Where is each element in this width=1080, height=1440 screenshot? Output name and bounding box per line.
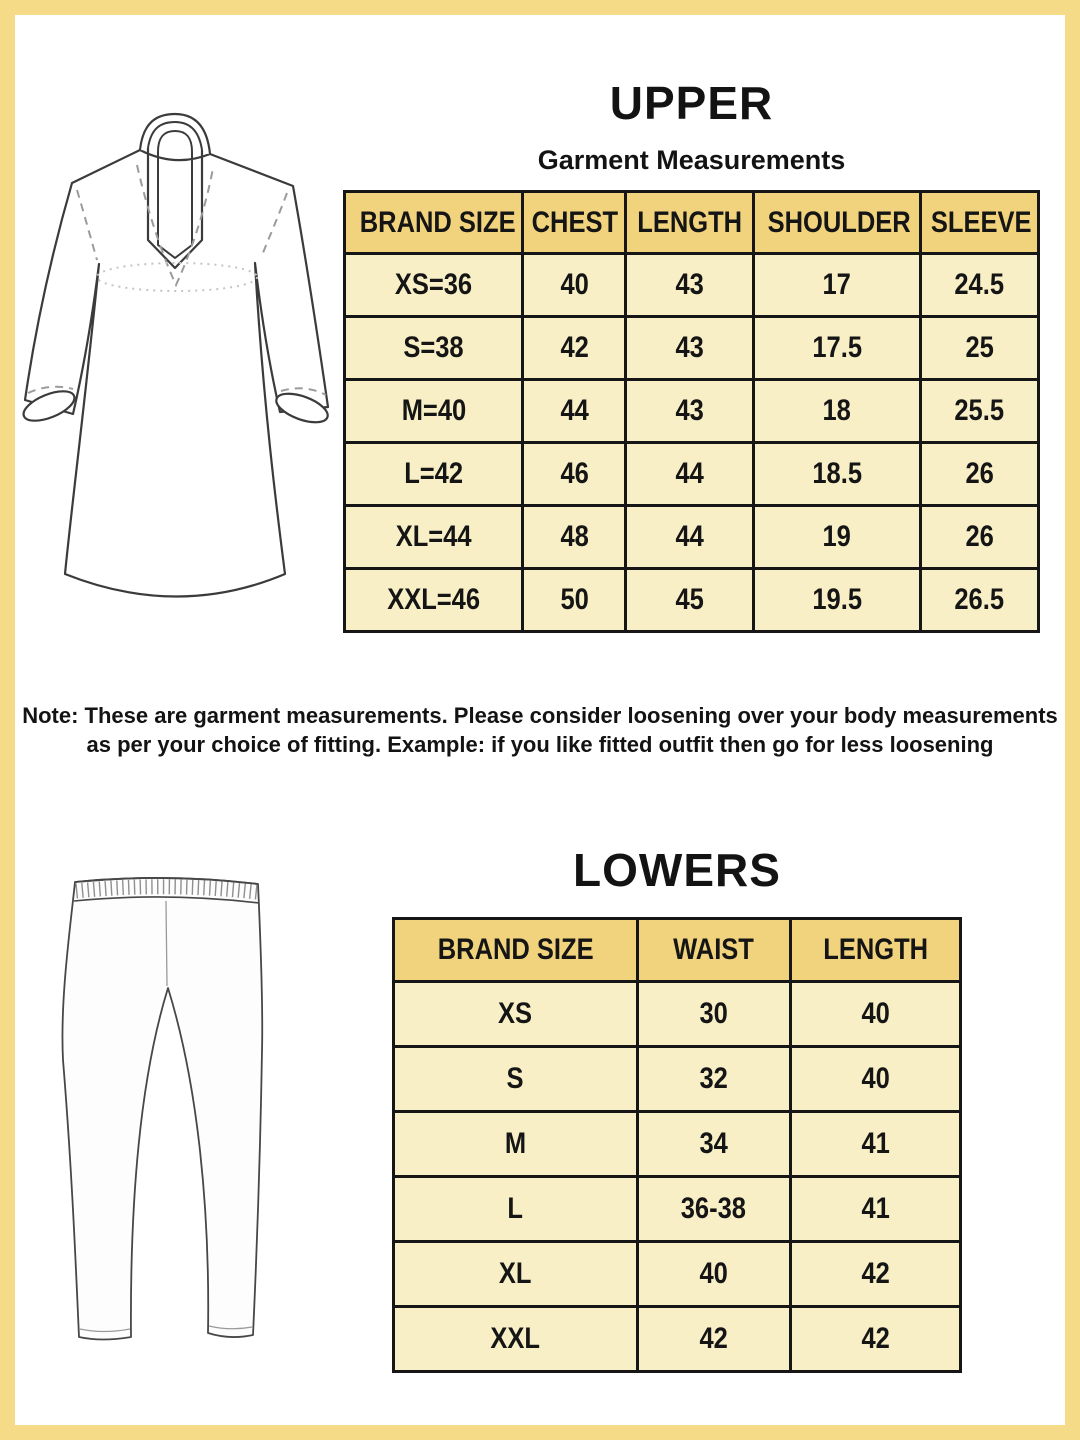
length-cell: 44 bbox=[626, 506, 754, 569]
waist-cell: 32 bbox=[637, 1047, 790, 1112]
sleeve-cell: 25 bbox=[920, 317, 1038, 380]
lowers-table-header-row bbox=[394, 919, 961, 982]
size-cell: M bbox=[394, 1112, 638, 1177]
shoulder-cell: 17 bbox=[753, 254, 920, 317]
upper-col-chest: CHEST bbox=[523, 192, 626, 254]
kurta-body-outline bbox=[25, 150, 328, 597]
length-cell: 43 bbox=[626, 380, 754, 443]
upper-row-l bbox=[345, 443, 1039, 506]
lowers-row-s bbox=[394, 1047, 961, 1112]
waist-cell: 42 bbox=[637, 1307, 790, 1372]
lowers-row-xxl bbox=[394, 1307, 961, 1372]
upper-section-subtitle: Garment Measurements bbox=[537, 145, 846, 175]
upper-row-xxl bbox=[345, 569, 1039, 632]
length-cell: 43 bbox=[626, 317, 754, 380]
upper-col-shoulder: SHOULDER bbox=[753, 192, 920, 254]
length-cell: 42 bbox=[790, 1242, 960, 1307]
length-cell: 43 bbox=[626, 254, 754, 317]
lowers-row-m bbox=[394, 1112, 961, 1177]
chest-cell: 40 bbox=[523, 254, 626, 317]
note-line-1: Note: These are garment measurements. Please consider loosening over your body measurements bbox=[22, 703, 1058, 728]
upper-row-m bbox=[345, 380, 1039, 443]
size-cell: XL bbox=[394, 1242, 638, 1307]
shoulder-cell: 17.5 bbox=[753, 317, 920, 380]
upper-row-xs bbox=[345, 254, 1039, 317]
lowers-col-waist: WAIST bbox=[637, 919, 790, 982]
lowers-measurements-table bbox=[392, 917, 962, 1373]
size-chart-canvas bbox=[15, 15, 1065, 1425]
chest-cell: 48 bbox=[523, 506, 626, 569]
size-cell: L bbox=[394, 1177, 638, 1242]
sleeve-cell: 24.5 bbox=[920, 254, 1038, 317]
lowers-col-brand-size: BRAND SIZE bbox=[394, 919, 638, 982]
kurta-collar-outer bbox=[140, 114, 210, 154]
chest-cell: 42 bbox=[523, 317, 626, 380]
note-line-2: as per your choice of fitting. Example: if you like fitted outfit then go for less loosening bbox=[86, 732, 994, 757]
chest-cell: 46 bbox=[523, 443, 626, 506]
waist-cell: 40 bbox=[637, 1242, 790, 1307]
waist-cell: 36-38 bbox=[637, 1177, 790, 1242]
upper-col-sleeve: SLEEVE bbox=[920, 192, 1038, 254]
upper-row-s bbox=[345, 317, 1039, 380]
length-cell: 44 bbox=[626, 443, 754, 506]
size-cell: S=38 bbox=[345, 317, 523, 380]
upper-row-xl bbox=[345, 506, 1039, 569]
sleeve-cell: 26.5 bbox=[920, 569, 1038, 632]
sleeve-cell: 26 bbox=[920, 443, 1038, 506]
chest-cell: 50 bbox=[523, 569, 626, 632]
upper-table-header-row bbox=[345, 192, 1039, 254]
leggings-illustration bbox=[50, 870, 275, 1350]
shoulder-cell: 18 bbox=[753, 380, 920, 443]
length-cell: 40 bbox=[790, 982, 960, 1047]
size-cell: L=42 bbox=[345, 443, 523, 506]
measurement-note bbox=[15, 701, 1065, 759]
size-cell: XXL bbox=[394, 1307, 638, 1372]
length-cell: 42 bbox=[790, 1307, 960, 1372]
shoulder-cell: 19 bbox=[753, 506, 920, 569]
leggings-outline bbox=[62, 878, 262, 1340]
lowers-col-length: LENGTH bbox=[790, 919, 960, 982]
sleeve-cell: 26 bbox=[920, 506, 1038, 569]
upper-col-length: LENGTH bbox=[626, 192, 754, 254]
lowers-section-title: LOWERS bbox=[573, 844, 781, 896]
lowers-row-l bbox=[394, 1177, 961, 1242]
lowers-row-xl bbox=[394, 1242, 961, 1307]
size-cell: XL=44 bbox=[345, 506, 523, 569]
size-cell: S bbox=[394, 1047, 638, 1112]
size-cell: XS bbox=[394, 982, 638, 1047]
size-cell: XS=36 bbox=[345, 254, 523, 317]
chest-cell: 44 bbox=[523, 380, 626, 443]
waist-cell: 30 bbox=[637, 982, 790, 1047]
size-cell: M=40 bbox=[345, 380, 523, 443]
upper-section-title: UPPER bbox=[609, 77, 774, 129]
upper-measurements-table bbox=[343, 190, 1040, 633]
length-cell: 45 bbox=[626, 569, 754, 632]
sleeve-cell: 25.5 bbox=[920, 380, 1038, 443]
waist-cell: 34 bbox=[637, 1112, 790, 1177]
length-cell: 40 bbox=[790, 1047, 960, 1112]
length-cell: 41 bbox=[790, 1177, 960, 1242]
lowers-row-xs bbox=[394, 982, 961, 1047]
upper-col-brand-size: BRAND SIZE bbox=[345, 192, 523, 254]
length-cell: 41 bbox=[790, 1112, 960, 1177]
kurta-illustration bbox=[15, 112, 345, 682]
size-cell: XXL=46 bbox=[345, 569, 523, 632]
shoulder-cell: 19.5 bbox=[753, 569, 920, 632]
shoulder-cell: 18.5 bbox=[753, 443, 920, 506]
